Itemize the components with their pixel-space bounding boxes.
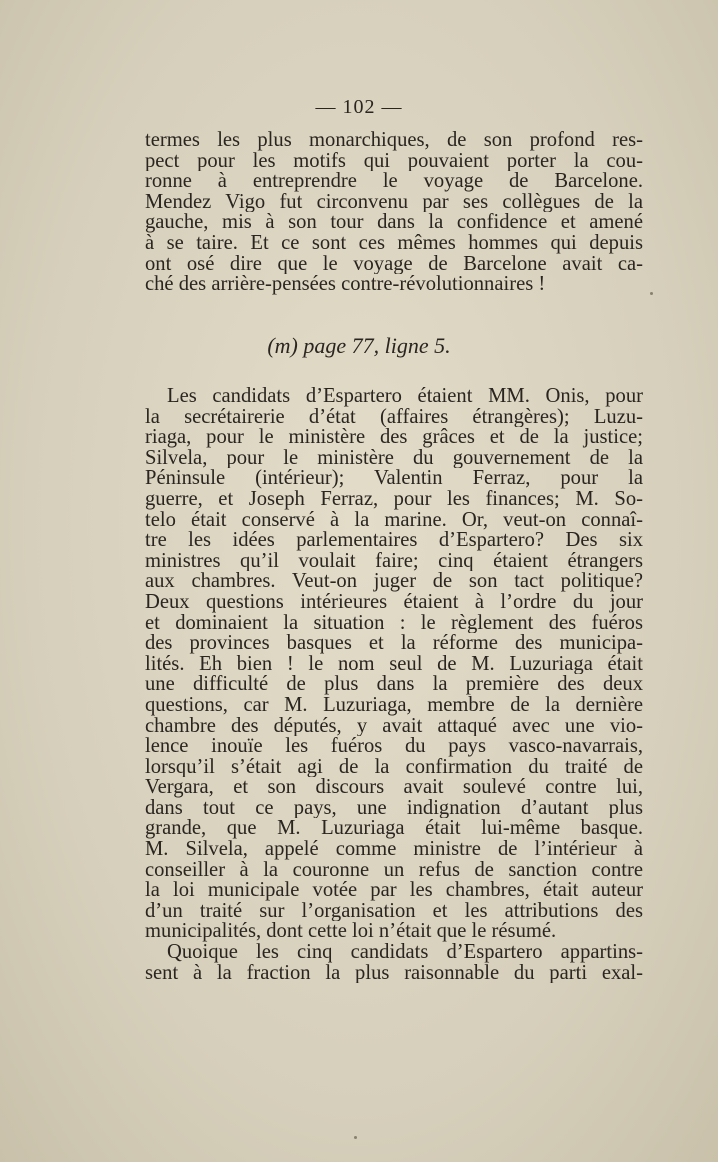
text-line: Vergara, et son discours avait soulevé contre lui, [145, 777, 643, 798]
text-line: lence inouïe les fuéros du pays vasco-navarrais, [145, 736, 643, 757]
text-line: Les candidats d’Espartero étaient MM. Onis, pour [167, 386, 643, 407]
text-line: riaga, pour le ministère des grâces et de la justice; [145, 427, 643, 448]
text-line: lorsqu’il s’était agi de la confirmation du traité de [145, 756, 643, 778]
text-line: tre les idées parlementaires d’Espartero? Des six [145, 530, 643, 551]
text-line: Péninsule (intérieur); Valentin Ferraz, pour la [145, 468, 643, 489]
text-line: Silvela, pour le ministère du gouvernement de la [145, 447, 643, 469]
text-line: questions, car M. Luzuriaga, membre de la dernière [145, 694, 643, 716]
text-line: Deux questions intérieures étaient à l’ordre du jour [145, 591, 643, 613]
text-line: guerre, et Joseph Ferraz, pour les finances; M. So- [145, 488, 643, 510]
paper-speck [650, 292, 653, 295]
text-line: et dominaient la situation : le règlement des fuéros [145, 612, 643, 634]
text-line: aux chambres. Veut-on juger de son tact politique? [145, 571, 643, 592]
text-line: une difficulté de plus dans la première des deux [145, 674, 643, 695]
main-paragraph [145, 386, 643, 983]
text-line: M. Silvela, appelé comme ministre de l’intérieur à [145, 839, 643, 860]
text-line: Quoique les cinq candidats d’Espartero appartins- [167, 942, 643, 963]
top-paragraph [145, 130, 643, 295]
text-line: conseiller à la couronne un refus de sanction contre [145, 859, 643, 881]
text-line: ministres qu’il voulait faire; cinq étaient étrangers [145, 550, 643, 572]
text-line: d’un traité sur l’organisation et les attributions des [145, 900, 643, 922]
text-line: lités. Eh bien ! le nom seul de M. Luzuriaga était [145, 653, 643, 675]
text-line: chambre des députés, y avait attaqué avec une vio- [145, 715, 643, 737]
text-line: municipalités, dont cette loi n’était que le résumé. [145, 921, 557, 943]
text-line: grande, que M. Luzuriaga était lui-même basque. [145, 818, 643, 840]
text-line: ché des arrière-pensées contre-révolutionnaires ! [145, 274, 546, 295]
page-number: — 102 — [315, 96, 403, 118]
text-line: des provinces basques et la réforme des municipa- [145, 633, 643, 654]
paper-speck [354, 1136, 357, 1139]
text-line: à se taire. Et ce sont ces mêmes hommes qui depuis [145, 232, 643, 254]
text-line: telo était conservé à la marine. Or, veut-on connaî- [145, 509, 643, 531]
text-line: la loi municipale votée par les chambres, était auteur [145, 880, 643, 901]
section-heading: (m) page 77, ligne 5. [267, 333, 451, 358]
text-line: sent à la fraction la plus raisonnable du parti exal- [145, 962, 643, 984]
text-line: ont osé dire que le voyage de Barcelone avait ca- [145, 253, 643, 275]
text-line: gauche, mis à son tour dans la confidence et amené [145, 212, 643, 233]
text-line: dans tout ce pays, une indignation d’autant plus [145, 797, 643, 819]
text-line: Mendez Vigo fut circonvenu par ses collègues de la [145, 191, 643, 213]
text-line: pect pour les motifs qui pouvaient porter la cou- [145, 150, 643, 172]
text-line: la secrétairerie d’état (affaires étrangères); Luzu- [145, 406, 643, 428]
text-line: ronne à entreprendre le voyage de Barcelone. [145, 171, 643, 192]
text-line: termes les plus monarchiques, de son profond res- [145, 130, 643, 151]
